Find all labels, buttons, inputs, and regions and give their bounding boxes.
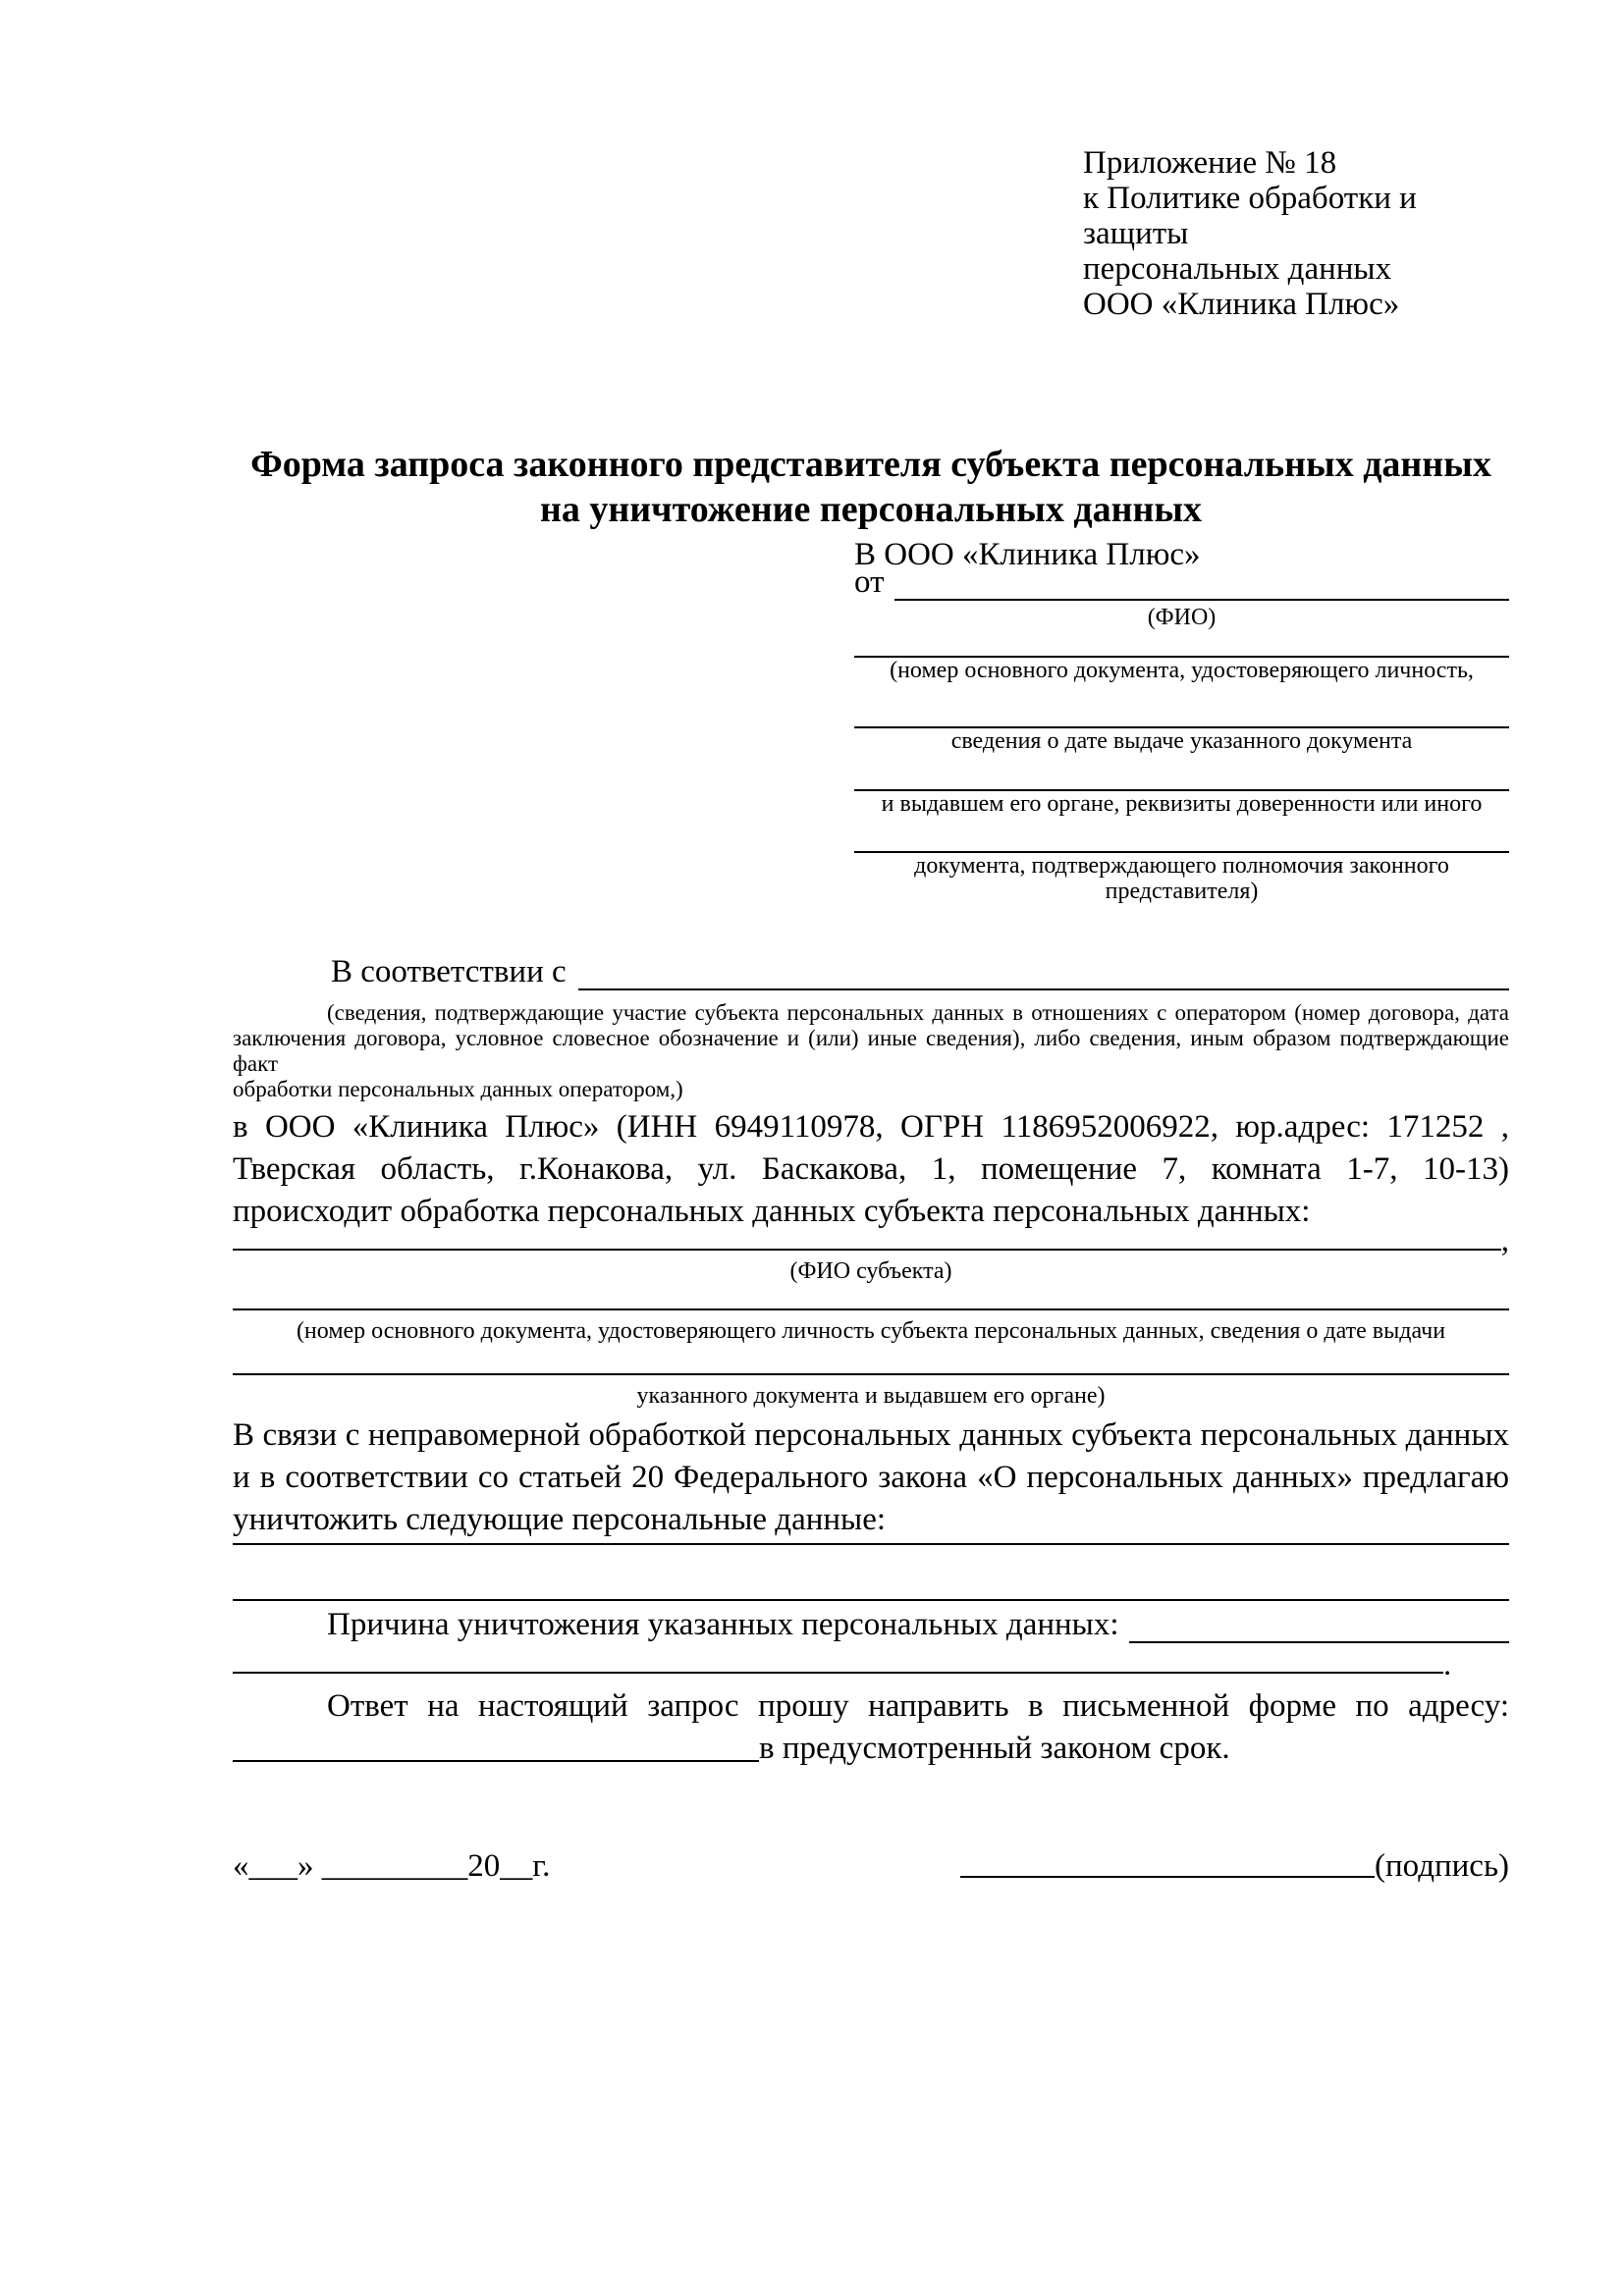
accordance-fineprint (233, 1000, 1509, 1102)
answer-tail-row (233, 1728, 1509, 1770)
title-line-2: на уничтожение персональных данных (539, 489, 1203, 530)
subject-fio-hint: (ФИО субъекта) (789, 1258, 952, 1284)
operator-paragraph (233, 1106, 1509, 1233)
appendix-line: к Политике обработки и защиты (1083, 181, 1417, 251)
signature-blank-line (960, 1876, 1375, 1878)
addressee-to: В ООО «Клиника Плюс» (854, 537, 1201, 572)
blank-line-doc-number (854, 630, 1509, 658)
from-label: от (854, 564, 885, 600)
blank-hint: и выдавшем его органе, реквизиты доверенности или иного (881, 791, 1483, 817)
subject-doc-hint-2: указанного документа и выдавшем его органе) (636, 1383, 1106, 1409)
request-paragraph (233, 1415, 1509, 1541)
subject-doc-blank-line (233, 1284, 1509, 1310)
blank-hint: (номер основного документа, удостоверяющего личность, (890, 658, 1474, 683)
document-content (233, 145, 1509, 1886)
data-blank-line-2 (233, 1599, 1509, 1601)
blank-hint: сведения о дате выдаче указанного документа (950, 728, 1413, 754)
from-row (854, 564, 1509, 601)
request-line: уничтожить следующие персональные данные: (233, 1502, 887, 1537)
subject-fio-blank-line (233, 1231, 1501, 1251)
fineprint-line: заключения договора, условное словесное обозначение и (или) иные сведения), либо сведения, иным образом подтверждающие факт (233, 1026, 1509, 1076)
reason-continuation-row (233, 1643, 1509, 1682)
fineprint-line: (сведения, подтверждающие участие субъекта персональных данных в отношениях с оператором (номер договора, дата (327, 1000, 1509, 1025)
subject-doc-blank-line-2 (233, 1344, 1509, 1375)
blank-line-issue-date (854, 683, 1509, 728)
data-blank-line-1 (233, 1541, 1509, 1545)
date-line: «___» _________20__г. (233, 1848, 551, 1884)
accordance-blank-line (578, 957, 1509, 990)
accordance-row (233, 954, 1509, 990)
reason-blank-line-2 (233, 1641, 1443, 1674)
answer-tail-text: в предусмотренный законом срок. (759, 1731, 1230, 1766)
operator-line: Тверская область, г.Конакова, ул. Баскакова, 1, помещение 7, комната 1-7, 10-13) (233, 1151, 1509, 1187)
addressee-block (854, 536, 1509, 904)
request-line: В связи с неправомерной обработкой персональных данных субъекта персональных данных (233, 1417, 1509, 1453)
blank-hint: документа, подтверждающего полномочия законного представителя) (914, 853, 1449, 904)
operator-line: в ООО «Клиника Плюс» (ИНН 6949110978, ОГРН 1186952006922, юр.адрес: 171252 , (233, 1109, 1509, 1145)
appendix-line: персональных данных (1083, 251, 1392, 287)
sentence-period: . (1443, 1647, 1452, 1682)
fio-hint: (ФИО) (1147, 605, 1217, 630)
from-blank-line (894, 571, 1510, 601)
title-line-1: Форма запроса законного представителя субъекта персональных данных (250, 444, 1491, 485)
fineprint-line: обработки персональных данных оператором,) (233, 1077, 683, 1101)
answer-line: Ответ на настоящий запрос прошу направить в письменной форме по адресу: (327, 1688, 1509, 1724)
blank-line-issuing-authority (854, 754, 1509, 791)
address-blank-line (233, 1760, 759, 1762)
appendix-block (1083, 145, 1509, 322)
request-line: и в соответствии со статьей 20 Федерального закона «О персональных данных» предлагаю (233, 1460, 1509, 1495)
subject-fio-row (233, 1223, 1509, 1258)
accordance-label: В соответствии с (331, 954, 567, 989)
reason-label: Причина уничтожения указанных персональных данных: (327, 1607, 1119, 1642)
appendix-line: Приложение № 18 (1083, 145, 1337, 181)
subject-comma: , (1500, 1223, 1509, 1258)
reason-blank-line (1129, 1610, 1509, 1643)
blank-line-power-of-attorney (854, 817, 1509, 853)
document-title (233, 442, 1509, 532)
reason-row (233, 1607, 1509, 1643)
signature-hint: (подпись) (1375, 1848, 1509, 1884)
subject-doc-hint: (номер основного документа, удостоверяющего личность субъекта персональных данных, сведения о дате выдачи (296, 1318, 1446, 1344)
appendix-line: ООО «Клиника Плюс» (1083, 287, 1400, 322)
operator-line: происходит обработка персональных данных субъекта персональных данных: (233, 1194, 1311, 1229)
signature-group (960, 1846, 1509, 1886)
footer-row (233, 1846, 1509, 1886)
